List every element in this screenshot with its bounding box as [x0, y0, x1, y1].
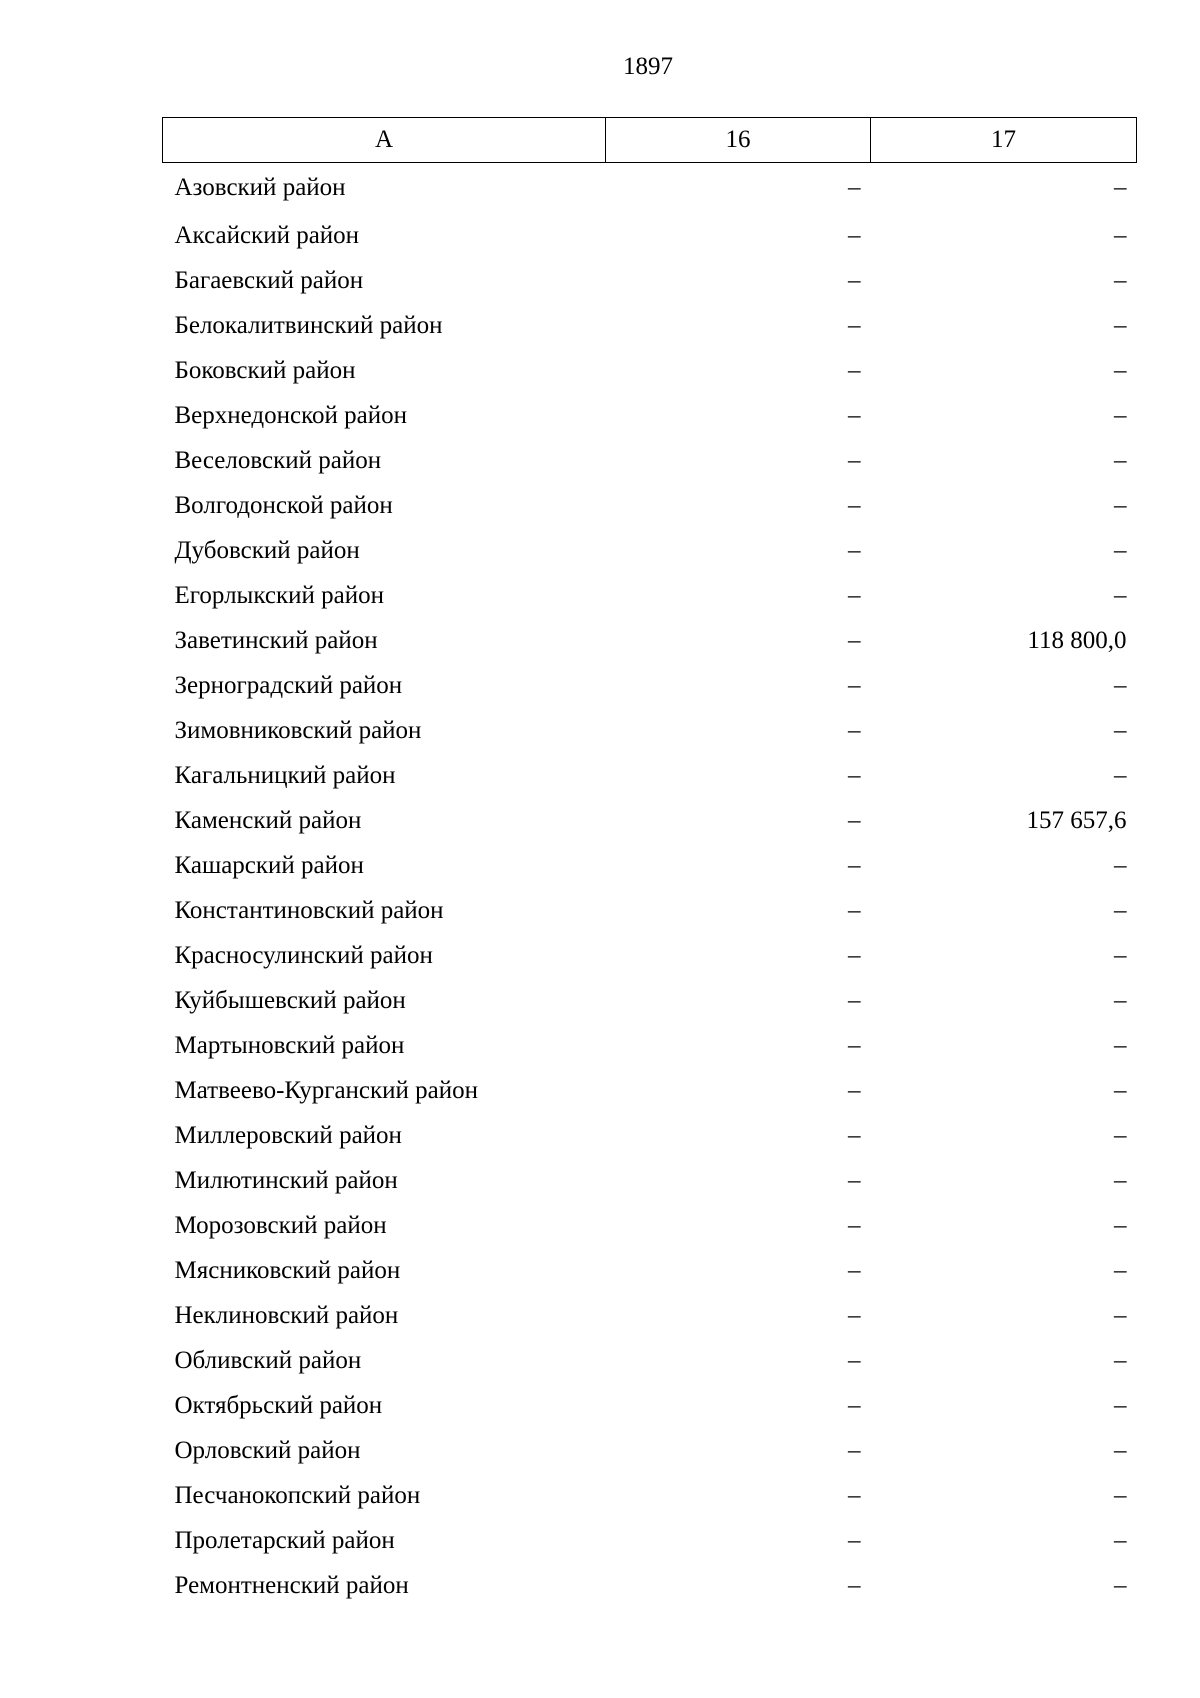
value-cell-16: –	[848, 941, 861, 969]
header-cell-a: А	[163, 118, 606, 163]
value-cell-17: –	[1114, 1391, 1127, 1419]
value-cell-16: –	[848, 1301, 861, 1329]
table-row	[163, 163, 1137, 214]
table-row	[163, 933, 1137, 978]
value-cell-17: –	[1114, 941, 1127, 969]
district-name-cell: Аксайский район	[174, 221, 360, 249]
district-name-cell: Неклиновский район	[174, 1301, 399, 1329]
district-name-cell: Орловский район	[174, 1436, 361, 1464]
value-cell-17: –	[1114, 716, 1127, 744]
table-body	[163, 163, 1137, 1609]
district-name-cell: Волгодонской район	[174, 491, 393, 519]
value-cell-17: –	[1114, 1526, 1127, 1554]
district-name-cell: Белокалитвинский район	[174, 311, 443, 339]
value-cell-16: –	[848, 1391, 861, 1419]
table-row	[163, 753, 1137, 798]
value-cell-16: –	[848, 1211, 861, 1239]
value-cell-16: –	[848, 174, 861, 201]
value-cell-16: –	[848, 266, 861, 294]
header-row	[163, 118, 1137, 163]
table-row	[163, 528, 1137, 573]
table-row	[163, 618, 1137, 663]
data-table	[162, 117, 1137, 1608]
district-name-cell: Боковский район	[174, 356, 356, 384]
value-cell-16: –	[848, 851, 861, 879]
district-name-cell: Мартыновский район	[174, 1031, 405, 1059]
value-cell-16: –	[848, 1031, 861, 1059]
district-name-cell: Азовский район	[174, 174, 346, 201]
table-row	[163, 1293, 1137, 1338]
value-cell-17: –	[1114, 896, 1127, 924]
table-row	[163, 1023, 1137, 1068]
table-row	[163, 978, 1137, 1023]
value-cell-16: –	[848, 626, 861, 654]
table-row	[163, 1158, 1137, 1203]
value-cell-17: –	[1114, 174, 1127, 201]
value-cell-17: –	[1114, 581, 1127, 609]
table-row	[163, 843, 1137, 888]
district-name-cell: Миллеровский район	[174, 1121, 402, 1149]
value-cell-16: –	[848, 311, 861, 339]
district-name-cell: Мясниковский район	[174, 1256, 401, 1284]
value-cell-17: –	[1114, 986, 1127, 1014]
value-cell-17: –	[1114, 536, 1127, 564]
header-cell-17: 17	[871, 118, 1137, 163]
value-cell-16: –	[848, 986, 861, 1014]
district-name-cell: Октябрьский район	[174, 1391, 383, 1419]
table-row	[163, 1428, 1137, 1473]
district-name-cell: Зерноградский район	[174, 671, 403, 699]
value-cell-16: –	[848, 221, 861, 249]
table-row	[163, 348, 1137, 393]
value-cell-17: 118 800,0	[1027, 626, 1127, 654]
table-header	[163, 118, 1137, 163]
value-cell-17: –	[1114, 851, 1127, 879]
district-name-cell: Багаевский район	[174, 266, 364, 294]
value-cell-17: –	[1114, 1301, 1127, 1329]
value-cell-17: –	[1114, 1211, 1127, 1239]
table-row	[163, 1518, 1137, 1563]
value-cell-17: –	[1114, 1571, 1127, 1599]
value-cell-16: –	[848, 1526, 861, 1554]
value-cell-16: –	[848, 401, 861, 429]
district-name-cell: Заветинский район	[174, 626, 378, 654]
value-cell-17: –	[1114, 1256, 1127, 1284]
table-row	[163, 798, 1137, 843]
value-cell-17: –	[1114, 1166, 1127, 1194]
district-name-cell: Милютинский район	[174, 1166, 398, 1194]
table-row	[163, 708, 1137, 753]
table-row	[163, 438, 1137, 483]
value-cell-17: –	[1114, 266, 1127, 294]
district-name-cell: Веселовский район	[174, 446, 382, 474]
table-row	[163, 213, 1137, 258]
table-row	[163, 303, 1137, 348]
value-cell-16: –	[848, 1076, 861, 1104]
value-cell-17: –	[1114, 311, 1127, 339]
district-name-cell: Морозовский район	[174, 1211, 387, 1239]
table-row	[163, 1113, 1137, 1158]
table-row	[163, 1473, 1137, 1518]
value-cell-16: –	[848, 1256, 861, 1284]
value-cell-16: –	[848, 491, 861, 519]
page-number: 1897	[623, 53, 673, 80]
value-cell-17: –	[1114, 1346, 1127, 1374]
value-cell-16: –	[848, 356, 861, 384]
value-cell-16: –	[848, 896, 861, 924]
table-row	[163, 663, 1137, 708]
value-cell-16: –	[848, 1571, 861, 1599]
table-row	[163, 888, 1137, 933]
value-cell-16: –	[848, 806, 861, 834]
table-row	[163, 1248, 1137, 1293]
value-cell-17: –	[1114, 491, 1127, 519]
value-cell-16: –	[848, 1436, 861, 1464]
value-cell-17: –	[1114, 446, 1127, 474]
value-cell-16: –	[848, 716, 861, 744]
district-name-cell: Ремонтненский район	[174, 1571, 409, 1599]
district-name-cell: Зимовниковский район	[174, 716, 422, 744]
table-row	[163, 1383, 1137, 1428]
district-name-cell: Матвеево-Курганский район	[174, 1076, 479, 1104]
table-row	[163, 1338, 1137, 1383]
value-cell-17: –	[1114, 761, 1127, 789]
value-cell-17: –	[1114, 356, 1127, 384]
district-name-cell: Егорлыкский район	[174, 581, 384, 609]
table-row	[163, 1068, 1137, 1113]
district-name-cell: Песчанокопский район	[174, 1481, 421, 1509]
value-cell-16: –	[848, 1346, 861, 1374]
value-cell-16: –	[848, 1121, 861, 1149]
district-name-cell: Константиновский район	[174, 896, 444, 924]
table-row	[163, 258, 1137, 303]
value-cell-17: 157 657,6	[1026, 806, 1127, 834]
value-cell-17: –	[1114, 1031, 1127, 1059]
district-name-cell: Обливский район	[174, 1346, 362, 1374]
value-cell-17: –	[1114, 1076, 1127, 1104]
header-cell-16: 16	[606, 118, 871, 163]
district-name-cell: Пролетарский район	[174, 1526, 395, 1554]
table-row	[163, 483, 1137, 528]
value-cell-17: –	[1114, 221, 1127, 249]
district-name-cell: Кагальницкий район	[174, 761, 396, 789]
value-cell-17: –	[1114, 1121, 1127, 1149]
district-name-cell: Куйбышевский район	[174, 986, 406, 1014]
district-name-cell: Каменский район	[174, 806, 362, 834]
value-cell-16: –	[848, 446, 861, 474]
district-name-cell: Верхнедонской район	[174, 401, 407, 429]
value-cell-16: –	[848, 761, 861, 789]
district-name-cell: Красносулинский район	[174, 941, 433, 969]
value-cell-16: –	[848, 1166, 861, 1194]
value-cell-16: –	[848, 671, 861, 699]
table-row	[163, 393, 1137, 438]
value-cell-17: –	[1114, 671, 1127, 699]
table-row	[163, 573, 1137, 618]
value-cell-17: –	[1114, 401, 1127, 429]
table-row	[163, 1563, 1137, 1608]
table-row	[163, 1203, 1137, 1248]
value-cell-17: –	[1114, 1481, 1127, 1509]
district-name-cell: Дубовский район	[174, 536, 360, 564]
value-cell-16: –	[848, 536, 861, 564]
value-cell-17: –	[1114, 1436, 1127, 1464]
district-name-cell: Кашарский район	[174, 851, 364, 879]
value-cell-16: –	[848, 1481, 861, 1509]
value-cell-16: –	[848, 581, 861, 609]
